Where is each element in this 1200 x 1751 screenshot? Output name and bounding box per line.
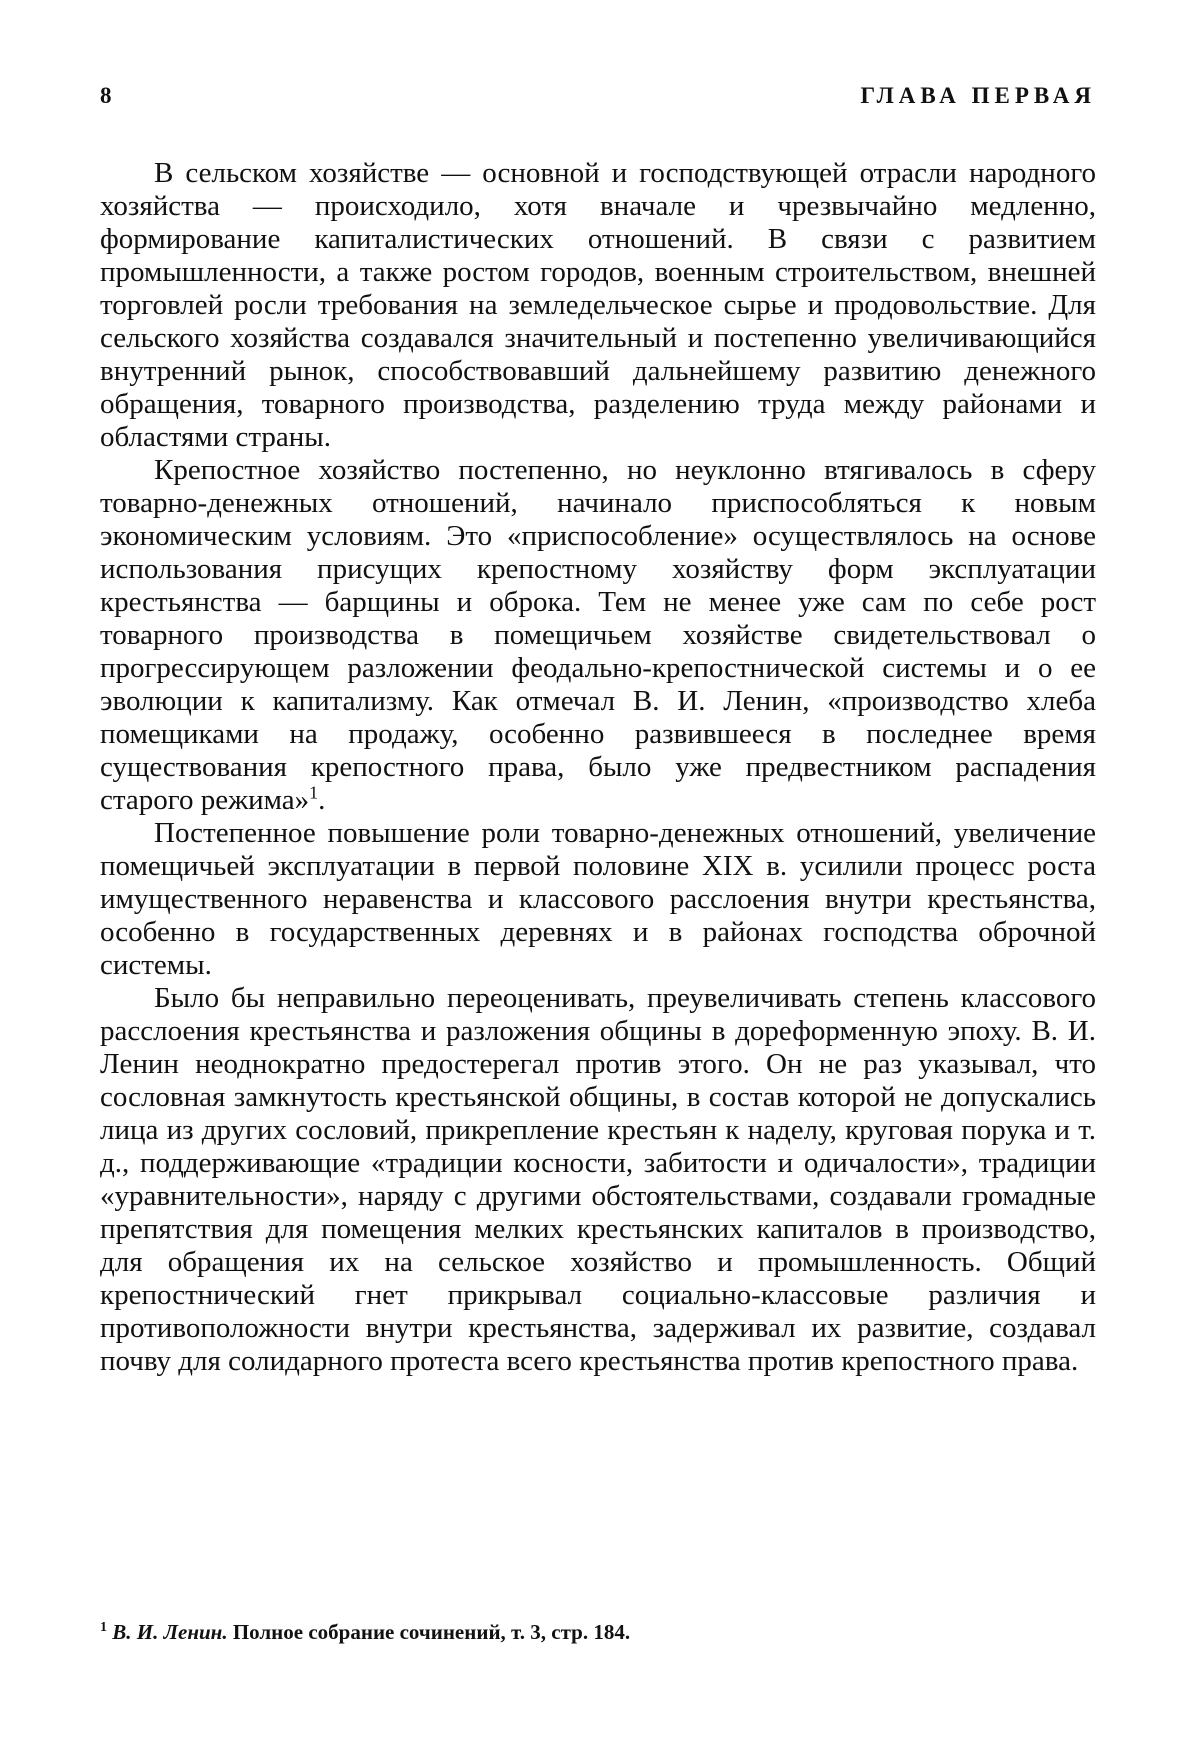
paragraph-2-tail: .: [318, 784, 326, 816]
footnote-reference: 1: [309, 782, 319, 803]
footnote-text: Полное собрание сочинений, т. 3, стр. 184.: [232, 1620, 631, 1644]
chapter-title: ГЛАВА ПЕРВАЯ: [860, 83, 1096, 108]
footnote-marker: 1: [100, 1620, 107, 1635]
footnote: [100, 1618, 1096, 1646]
paragraph-4: Было бы неправильно переоценивать, преувеличивать степень классового расслоения крестьянства и разложения общины в дореформенную эпоху. В. И. Ленин неоднократно предостерегал против этого. Он не раз указывал, что сословная замкнутость крестьянской общины, в состав которой не допускались лица из других сословий, прикрепление крестьян к наделу, круговая порука и т. д., поддерживающие «традиции косности, забитости и одичалости», традиции «уравнительности», наряду с другими обстоятельствами, создавали громадные препятствия для помещения мелких крестьянских капиталов в производство, для обращения их на сельское хозяйство и промышленность. Общий крепостнический гнет прикрывал социально-классовые различия и противоположности внутри крестьянства, задерживал их развитие, создавал почву для солидарного протеста всего крестьянства против крепостного права.: [100, 982, 1096, 1377]
paragraph-2-text: Крепостное хозяйство постепенно, но неуклонно втягивалось в сферу товарно-денежных отношений, начинало приспособляться к новым экономическим условиям. Это «приспособление» осуществлялось на основе использования присущих крепостному хозяйству форм эксплуатации крестьянства — барщины и оброка. Тем не менее уже сам по себе рост товарного производства в помещичьем хозяйстве свидетельствовал о прогрессирующем разложении феодально-крепостнической системы и о ее эволюции к капитализму. Как отмечал В. И. Ленин, «производство хлеба помещиками на продажу, особенно развившееся в последнее время существования крепостного права, было уже предвестником распадения старого режима»: [100, 454, 1096, 816]
body-text: [100, 157, 1096, 1378]
footnote-author: В. И. Ленин.: [112, 1620, 228, 1644]
paragraph-1: В сельском хозяйстве — основной и господствующей отрасли народного хозяйства — происходило, хотя вначале и чрезвычайно медленно, формирование капиталистических отношений. В связи с развитием промышленности, а также ростом городов, военным строительством, внешней торговлей росли требования на земледельческое сырье и продовольствие. Для сельского хозяйства создавался значительный и постепенно увеличивающийся внутренний рынок, способствовавший дальнейшему развитию денежного обращения, товарного производства, разделению труда между районами и областями страны.: [100, 157, 1096, 453]
paragraph-2: [100, 454, 1096, 817]
page-number: 8: [100, 83, 112, 108]
paragraph-3: Постепенное повышение роли товарно-денежных отношений, увеличение помещичьей эксплуатации в первой половине XIX в. усилили процесс роста имущественного неравенства и классового расслоения внутри крестьянства, особенно в государственных деревнях и в районах господства оброчной системы.: [100, 817, 1096, 981]
running-header: [100, 76, 1096, 116]
